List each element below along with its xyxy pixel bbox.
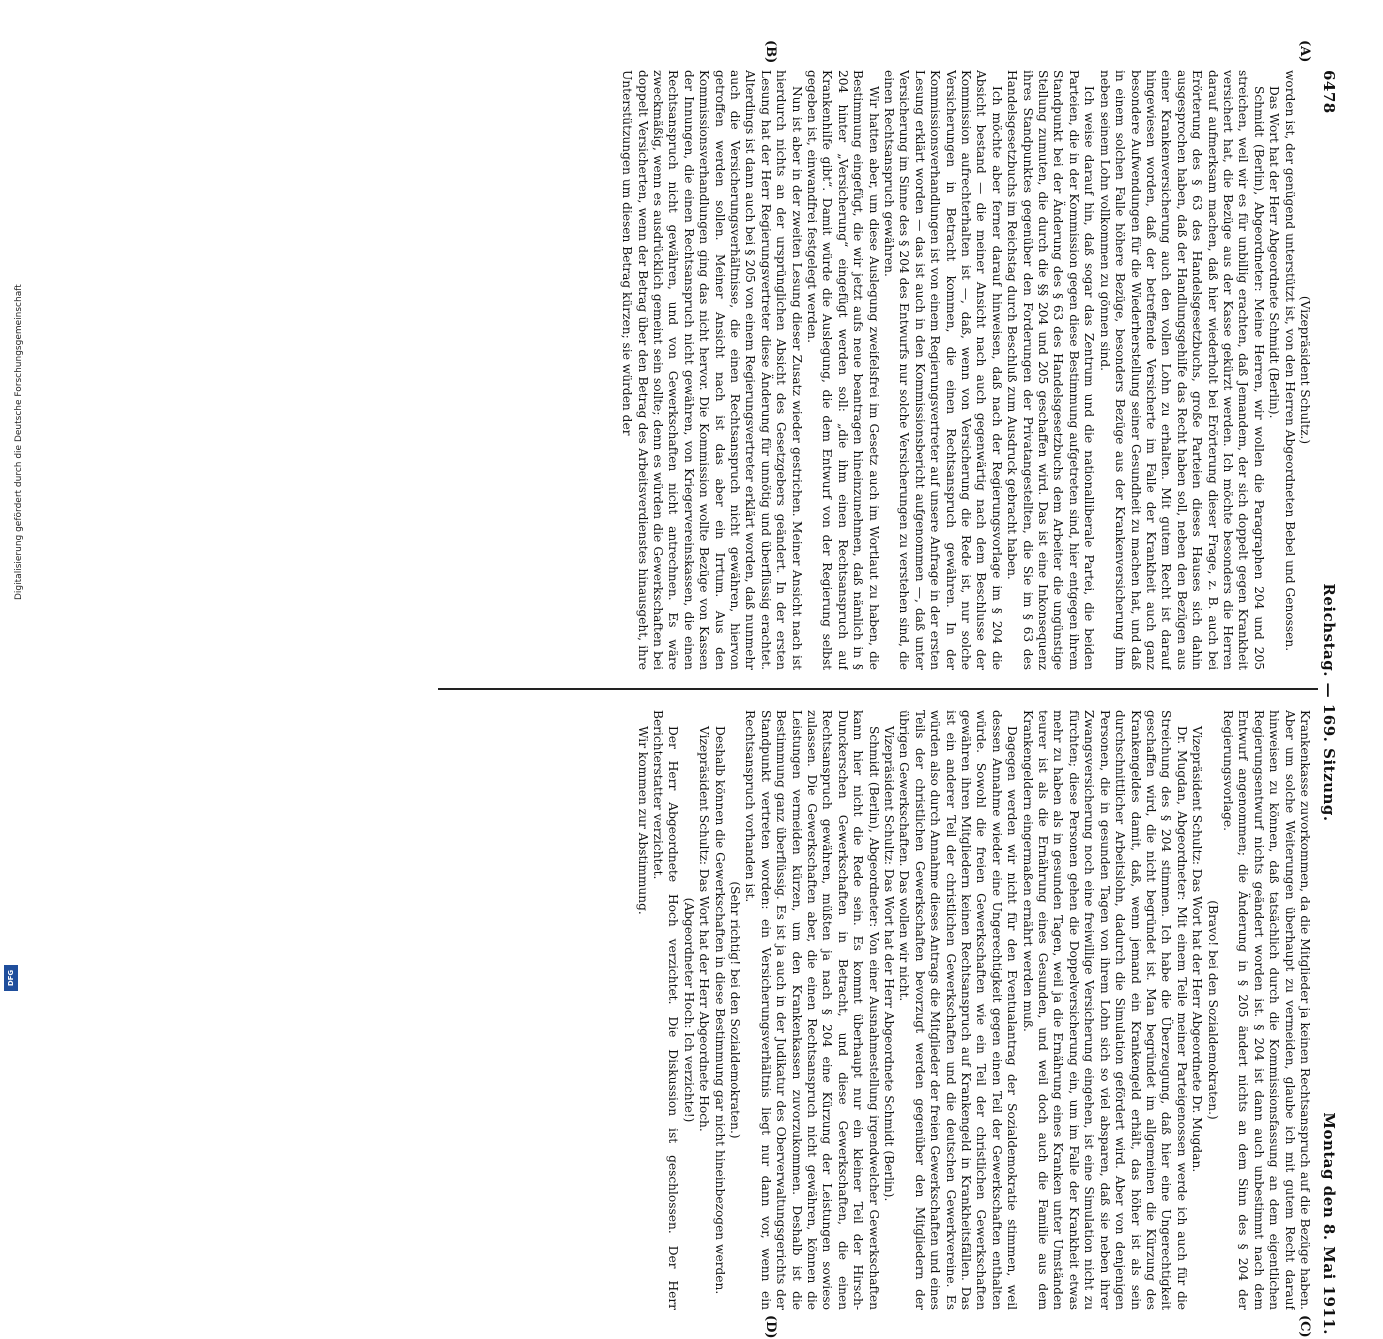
page-number: 6478	[1320, 70, 1338, 114]
paragraph: worden ist, der genügend unterstützt ist, von den Herren Abgeordneten Bebel und Genossen.	[1282, 70, 1297, 652]
paragraph: (Vizepräsident Schultz.)	[1298, 295, 1312, 445]
paragraph: Krankenkasse zuvorkommen, da die Mitglieder ja keinen Rechtsanspruch auf die Bezüge haben. Aber um solche Weiterungen überhaupt zu vermeiden, glaube ich mit gutem Recht darauf hinweisen zu können, daß tatsächlich durch die Kommissionsfassung an dem eigentlichen Regierungsentwurf nichts geändert worden ist. § 204 ist dann auch unbestimmt nach dem Entwurf angenommen; die Änderung in § 205 ändert nichts an dem Sinn des § 204 der Regierungsvorlage.	[1220, 710, 1312, 1310]
margin-marker-b: (B)	[763, 40, 778, 64]
credit-text: Digitalisierung gefördert durch die Deutsche Forschungsgemeinschaft	[14, 284, 24, 600]
paragraph: Wir kommen zur Abstimmung.	[635, 726, 650, 915]
paragraph: Dagegen werden wir nicht für den Eventualantrag der Sozialdemokratie stimmen, weil dessen Annahme wieder eine Ungerechtigkeit gegen einen Teil der Gewerkschaften enthalten würde. Sowohl die freien Gewerkschaften wie ein Teil der christlichen Gewerkschaften gewähren ihren Mitgliedern keinen Rechtsanspruch auf Krankengeld in Krankheitsfällen. Das ist ein anderer Teil der christlichen Gewerkschaften und die deutschen Gewerkvereine. Es würden also durch Annahme dieses Antrags die Mitglieder der freien Gewerkschaften und eines Teils der christlichen Gewerkschaften bevorzugt werden gegenüber den Mitgliedern der übrigen Gewerkschaften. Das wollen wir nicht.	[897, 710, 1020, 1310]
paragraph: Dr. Mugdan, Abgeordneter: Mit einem Teile meiner Parteigenossen werde ich auch für die Streichung des § 204 stimmen. Ich habe die Überzeugung, daß hier eine Ungerechtigkeit geschaffen wird, die nicht begründet ist. Man begründet im allgemeinen die Kürzung des Krankengeldes damit, daß, wenn jemand ein Krankengeld erhält, das höher ist als sein durchschnittlicher Arbeitslohn, dadurch die Simulation gefördert wird. Aber von denjenigen Personen, die in gesunden Tagen von ihrem Lohn sich so viel absparen, daß sie neben ihrer Zwangsversicherung noch eine freiwillige Versicherung eingehen, ist eine Simulation nicht zu fürchten; diese Personen gehen die Doppelversicherung ein, um im Falle der Krankheit etwas mehr zu haben als in gesunden Tagen, weil ja die Ernährung eines Kranken unter Umständen teurer ist als die Ernährung eines Gesunden, und weil doch auch die Familie aus dem Krankengeldern eingermaßen ernährt werden muß.	[1020, 710, 1189, 1310]
paragraph: Vizepräsident Schultz: Das Wort hat der Herr Abgeordnete Dr. Mugdan.	[1190, 726, 1205, 1173]
paragraph: Vizepräsident Schultz: Das Wort hat der Herr Abgeordnete Hoch.	[697, 726, 712, 1132]
paragraph: Der Herr Abgeordnete Hoch verzichtet. Die Diskussion ist geschlossen. Der Herr Berichterstatter verzichtet.	[650, 710, 681, 1310]
paragraph: Nun ist aber in der zweiten Lesung dieser Zusatz wieder gestrichen. Meiner Ansicht nach ist hierdurch nichts an der ursprünglichen Absicht des Gesetzgebers geändert. In der ersten Lesung hat der Herr Regierungsvertreter diese Änderung für unnötig und überflüssig erachtet. Alterdings ist dann auch bei § 205 von einem Regierungsvertreter erklärt worden, daß nunmehr auch die Versicherungsverhältnisse, die einen Rechtsanspruch nicht gewähren, hiervon getroffen werden sollen. Meiner Ansicht nach ist das aber ein Irrtum. Aus den Kommissionsverhandlungen ging das nicht hervor. Die Kommission wollte Bezüge von Kassen der Innungen, die einen Rechtsanspruch nicht gewähren, von Kriegervereinskassen, die einen Rechtsanspruch nicht gewähren, und von Gewerkschaften nicht antrechnen. Es wäre zweckmäßig, wenn es ausdrücklich gemeint sein sollte; denn es würden die Gewerkschaften bei doppelt Versicherten, wenn der Betrag über den Betrag des Arbeitsverdienstes hinausgeht, ihre Unterstützungen um diesen Betrag kürzen; sie würden der	[620, 70, 804, 670]
paragraph: Schmidt (Berlin), Abgeordneter: Meine Herren, wir wollen die Paragraphen 204 und 205 streichen, weil wir es für unbillig erachten, daß Jemandem, der sich doppelt gegen Krankheit versichert hat, die Bezüge aus der Kasse gekürzt werden. Ich möchte besonders die Herren darauf aufmerksam machen, daß hier wiederholt bei Erörterung dieser Frage, z. B. auch bei Erörterung des § 63 des Handelsgesetzbuchs, große Parteien dieses Hauses sich dahin ausgesprochen haben, daß der Handlungsgehilfe das Recht haben soll, neben den Bezügen aus einer Krankenversicherung auch den vollen Lohn zu erhalten. Mit gutem Recht ist darauf hingewiesen worden, daß der betreffende Versicherte im Falle der Krankheit auch ganz besondere Aufwendungen für die Wiederherstellung seiner Gesundheit zu machen hat, und daß in einem solchen Falle höhere Bezüge, besonders Bezüge aus der Krankenversicherung ihm neben seinem Lohn vollkommen zu gönnen sind.	[1097, 70, 1266, 670]
session-date: Montag den 8. Mai 1911.	[1320, 1112, 1338, 1335]
paragraph: Deshalb können die Gewerkschaften in diese Bestimmung gar nicht hineinbezogen werden.	[712, 726, 727, 1295]
margin-marker-c: (C)	[1297, 1315, 1312, 1338]
paragraph: Ich weise darauf hin, daß sogar das Zentrum und die nationalliberale Partei, die beiden Parteien, die in der Kommission gegen diese Bestimmung aufgetreten sind, hier entgegen ihrem Standpunkt bei der Änderung des § 63 des Handelsgesetzbuchs dem Arbeiter die ungünstige Stellung zumuten, die durch die §§ 204 und 205 geschaffen wird. Das ist eine Inkonsequenz ihres Standpunktes gegenüber den Forderungen der Privatangestellten, die Sie im § 63 des Handelsgesetzbuchs im Reichstag durch Beschluß zum Ausdruck gebracht haben.	[1005, 70, 1097, 670]
paragraph: Das Wort hat der Herr Abgeordnete Schmidt (Berlin).	[1267, 86, 1282, 419]
paragraph: Wir hatten aber, um diese Auslegung zweifelsfrei im Gesetz auch im Wortlaut zu haben, die Bestimmung eingefügt, die wir jetzt aufs neue beantragen hineinzunehmen, daß nämlich in § 204 hinter „Versicherung“ eingefügt werden soll: „die ihm einen Rechtsanspruch auf Krankenhilfe gibt“. Damit würde die Auslegung, die dem Entwurf von der Regierung selbst gegeben ist, einwandfrei festgelegt werden.	[805, 70, 881, 670]
dfg-logo-icon: DFG	[4, 965, 18, 991]
rotated-page-content	[73, 40, 1338, 1339]
page-header	[1314, 70, 1338, 1335]
margin-marker-d: (D)	[763, 1315, 778, 1339]
paragraph: Ich möchte aber ferner darauf hinweisen, daß nach der Regierungsvorlage im § 204 die Absicht bestand — die meiner Ansicht nach auch gegenwärtig nach dem Beschlusse der Kommission aufrechterhalten ist —, daß, wenn von Versicherung die Rede ist, nur solche Versicherungen in Betracht kommen, die einen Rechtsanspruch gewähren. In der Kommissionsverhandlungen ist von einem Regierungsvertreter auf unsere Anfrage in der ersten Lesung erklärt worden — das ist auch in den Kommissionsbericht aufgenommen —, daß unter Versicherung im Sinne des § 204 des Entwurfs nur solche Versicherungen zu verstehen sind, die einen Rechtsanspruch gewähren.	[882, 70, 1004, 670]
interjection-note: (Abgeordneter Hoch: Ich verzichte!)	[681, 897, 696, 1123]
right-column	[442, 710, 1312, 1310]
interjection-note: (Sehr richtig! bei den Sozialdemokraten.)	[727, 881, 742, 1139]
column-divider	[438, 688, 1318, 690]
left-column	[442, 70, 1312, 670]
margin-marker-a: (A)	[1297, 40, 1312, 63]
paragraph: Schmidt (Berlin), Abgeordneter: Von einer Ausnahmestellung irgendwelcher Gewerkschaften kann hier nicht die Rede sein. Es kommt überhaupt nur ein kleiner Teil der Hirsch-Dunckerschen Gewerkschaften in Betracht, und diese Gewerkschaften, die einen Rechtsanspruch gewähren, müßten ja nach § 204 eine Kürzung der Leistungen sowieso zulassen. Die Gewerkschaften aber, die einen Rechtsanspruch nicht gewähren, können die Leistungen vermeiden kürzen, um den Krankenkassen zuvorzukommen. Deshalb ist die Bestimmung ganz überflüssig. Es ist ja auch in der Judikatur des Oberverwaltungsgerichts der Standpunkt vertreten worden: ein Versicherungsverhältnis liegt nur dann vor, wenn ein Rechtsanspruch vorhanden ist.	[743, 710, 881, 1310]
session-title: Reichstag. — 169. Sitzung.	[1320, 583, 1338, 822]
digitization-credit	[0, 0, 24, 1000]
paragraph: Vizepräsident Schultz: Das Wort hat der Herr Abgeordnete Schmidt (Berlin).	[882, 726, 897, 1202]
applause-note: (Bravo! bei den Sozialdemokraten.)	[1205, 900, 1220, 1120]
